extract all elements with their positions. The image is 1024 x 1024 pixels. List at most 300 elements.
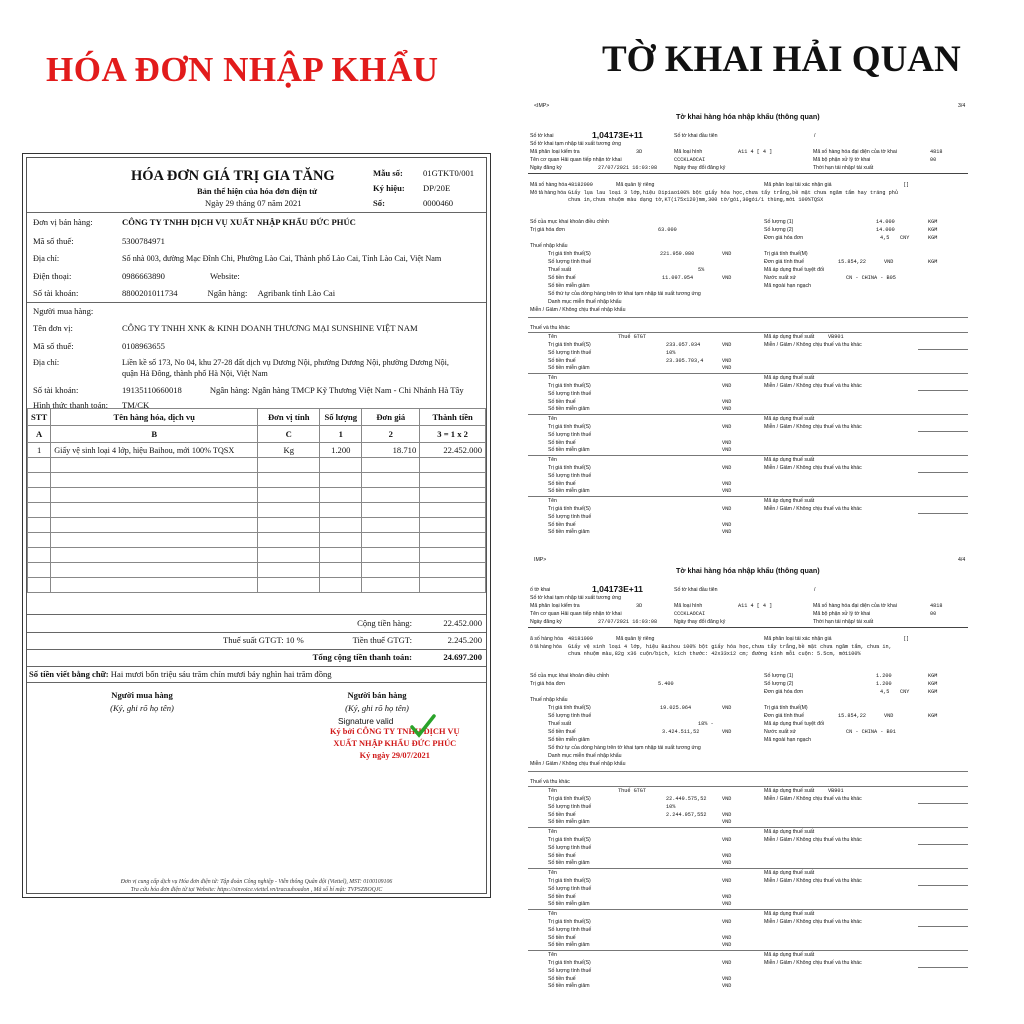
customs-text: Miễn / Giảm / Không chịu thuế và thu khác	[764, 837, 862, 843]
customs-text: VND	[722, 983, 732, 989]
customs-text: VND	[722, 960, 732, 966]
customs-text: 19.025.064	[660, 705, 692, 711]
customs-text: Mã loại hình	[674, 149, 703, 155]
customs-text: CNY	[900, 235, 910, 241]
customs-text: chưa nhuộm màu,82g x36 cuộn/bịch, kích thước: 42x33x12 cm; đường kính mỗi cuộn: 5.5cm, mới100%	[568, 651, 861, 657]
divider	[528, 317, 968, 318]
customs-text: Trị giá tính thuế(S)	[548, 465, 591, 471]
customs-text: 4818	[930, 149, 943, 155]
customs-text: Tên	[548, 498, 557, 504]
amount-in-words: Số tiền viết bằng chữ: Hai mươi bốn triệu sáu trăm chín mươi bảy nghìn hai trăm đồng	[29, 669, 332, 679]
customs-text: Số lượng tính thuế	[548, 845, 592, 851]
divider	[918, 844, 968, 845]
customs-text: Miễn / Giảm / Không chịu thuế và thu khác	[764, 506, 862, 512]
customs-text: Số lượng tính thuế	[548, 713, 592, 719]
customs-text: Mã áp dụng thuế suất	[764, 334, 815, 340]
customs-text: CCCKLAOCAI	[674, 611, 706, 617]
customs-title: Tờ khai hàng hóa nhập khẩu (thông quan)	[676, 112, 820, 121]
customs-text: Đơn giá hóa đơn	[764, 235, 804, 241]
customs-text: Trị giá hóa đơn	[530, 227, 565, 233]
customs-text: Mã áp dụng thuế suất	[764, 375, 815, 381]
customs-text: Tên	[548, 788, 557, 794]
customs-text: Số lượng tính thuế	[548, 968, 592, 974]
customs-text: VND	[722, 729, 732, 735]
customs-text: Giấy lụa lau loại 3 lớp,hiệu Dipiao100% bột giấy hóa học,chưa tẩy trắng,bề mặt chưa ngâm tẩm hay tráng phủ	[568, 190, 898, 196]
divider	[918, 803, 968, 804]
customs-text: Miễn / Giảm / Không chịu thuế và thu khác	[764, 424, 862, 430]
customs-text: VND	[722, 365, 732, 371]
customs-text: Trị giá tính thuế(S)	[548, 878, 591, 884]
customs-text: Ngày đăng ký	[530, 165, 562, 171]
table-code-row: A B C 1 2 3 = 1 x 2	[28, 426, 486, 443]
customs-text: 5.400	[658, 681, 674, 687]
customs-text: VND	[722, 399, 732, 405]
customs-text: Số tiền miễn giảm	[548, 983, 590, 989]
customs-text: Số thứ tự của dòng hàng trên tờ khai tạm nhập tái xuất tương ứng	[548, 291, 701, 297]
subtotal: Cộng tiền hàng: 22.452.000	[357, 618, 482, 628]
customs-text: Trị giá tính thuế(S)	[548, 796, 591, 802]
customs-text: Thời hạn tái nhập/ tái xuất	[813, 619, 874, 625]
customs-text: 63.000	[658, 227, 677, 233]
customs-text: Số tiền miễn giảm	[548, 860, 590, 866]
customs-text: Số lượng tính thuế	[548, 473, 592, 479]
customs-text: /	[814, 133, 816, 139]
customs-text: 23.305.703,4	[666, 358, 704, 364]
divider	[918, 349, 968, 350]
customs-text: Tên	[548, 334, 557, 340]
customs-text: Mã số hàng hóa đại diện của tờ khai	[813, 149, 897, 155]
customs-text: Tên	[548, 375, 557, 381]
customs-text: Trị giá tính thuế(S)	[548, 506, 591, 512]
customs-text: 14.000	[876, 219, 895, 225]
customs-text: VND	[722, 901, 732, 907]
customs-text: Trị giá tính thuế(S)	[548, 383, 591, 389]
customs-text: Số tiền thuế	[548, 894, 576, 900]
customs-text: CN - CHINA - B05	[846, 275, 896, 281]
page-number: 4/4	[958, 557, 966, 563]
grand-total: Tổng cộng tiền thanh toán: 24.697.200	[312, 652, 482, 662]
customs-text: 4818	[930, 603, 943, 609]
customs-text: Miễn / Giảm / Không chịu thuế nhập khẩu	[530, 307, 626, 313]
customs-text: Số lượng tính thuế	[548, 259, 592, 265]
vat-invoice	[22, 153, 491, 898]
customs-text: VND	[722, 506, 732, 512]
invoice-number: Số: 0000460	[373, 198, 454, 208]
divider	[528, 373, 968, 374]
customs-text: 233.057.034	[666, 342, 701, 348]
customs-text: VND	[722, 488, 732, 494]
customs-text: Số tiền miễn giảm	[548, 406, 590, 412]
table-row-empty	[28, 458, 486, 473]
customs-text: Danh mục miễn thuế nhập khẩu	[548, 753, 622, 759]
customs-text: CNY	[900, 689, 910, 695]
customs-text: Mã phân loại kiểm tra	[530, 149, 580, 155]
customs-text: Mã áp dụng thuế suất	[764, 829, 815, 835]
customs-text: Số lượng tính thuế	[548, 350, 592, 356]
customs-text: Thuế GTGT	[618, 334, 647, 340]
customs-text: Số của mục khai khoản điều chỉnh	[530, 673, 610, 679]
customs-text: Thuế suất	[548, 721, 572, 727]
customs-text: VB901	[828, 334, 844, 340]
customs-text: Số tiền miễn giảm	[548, 819, 590, 825]
imp-tag: <IMP>	[534, 103, 550, 109]
customs-text: Số tờ khai	[530, 133, 554, 139]
customs-text: Số thứ tự của dòng hàng trên tờ khai tạm nhập tái xuất tương ứng	[548, 745, 701, 751]
customs-text: 1.200	[876, 681, 892, 687]
customs-text: Tên	[548, 952, 557, 958]
customs-text: Trị giá tính thuế(S)	[548, 424, 591, 430]
customs-text: A11 4 [ 4 ]	[738, 603, 773, 609]
seller-signature: Người bán hàng (Ký, ghi rõ họ tên)	[345, 690, 409, 713]
customs-text: Số tiền thuế	[548, 399, 576, 405]
symbol: Ký hiệu: DP/20E	[373, 183, 451, 193]
customs-text: Mã bộ phận xử lý tờ khai	[813, 611, 871, 617]
invoice-footnote: Đơn vị cung cấp dịch vụ Hóa đơn điện tử: Tập đoàn Công nghiệp - Viễn thông Quân đội (Viettel), MST: 0100109106 Tra cứu hóa đơn điện tử tại Website: https://sinvoice.viettel.vn/tracuuhoadon , Mã số bí mật: TVPSZBOQJC	[120, 879, 393, 893]
customs-text: Trị giá tính thuế(S)	[548, 960, 591, 966]
customs-text: Số lượng (1)	[764, 219, 794, 225]
customs-text: VND	[722, 251, 732, 257]
customs-text: Miễn / Giảm / Không chịu thuế và thu khác	[764, 383, 862, 389]
customs-text: VND	[722, 275, 732, 281]
table-row-empty	[28, 518, 486, 533]
customs-text: 11.097.954	[662, 275, 694, 281]
customs-text: Số tiền thuế	[548, 935, 576, 941]
payment-method: Hình thức thanh toán: TM/CK	[33, 400, 150, 410]
customs-text: Ngày thay đổi đăng ký	[674, 619, 726, 625]
customs-text: 2.244.957,552	[666, 812, 707, 818]
customs-text: Tên cơ quan Hải quan tiếp nhận tờ khai	[530, 157, 622, 163]
customs-text: Mã áp dụng thuế suất	[764, 498, 815, 504]
customs-text: Tên cơ quan Hải quan tiếp nhận tờ khai	[530, 611, 622, 617]
divider	[528, 455, 968, 456]
customs-text: Mã áp dụng thuế tuyệt đối	[764, 721, 824, 727]
buyer-unit: Tên đơn vị: CÔNG TY TNHH XNK & KINH DOANH THƯƠNG MẠI SUNSHINE VIỆT NAM	[33, 323, 418, 333]
table-row-empty	[28, 578, 486, 593]
customs-text: VND	[722, 358, 732, 364]
customs-text: Mã phân loại kiểm tra	[530, 603, 580, 609]
customs-text: ố tờ khai	[530, 587, 551, 593]
customs-text: /	[814, 587, 816, 593]
customs-text: 3D	[636, 149, 643, 155]
customs-text: Mã áp dụng thuế suất	[764, 911, 815, 917]
customs-text: Số tiền thuế	[548, 358, 576, 364]
customs-text: Số lượng tính thuế	[548, 804, 592, 810]
customs-text: Số tiền thuế	[548, 976, 576, 982]
table-row-empty	[28, 563, 486, 578]
customs-text: Thuế GTGT	[618, 788, 647, 794]
signature-valid: Signature valid	[338, 716, 394, 726]
divider	[918, 885, 968, 886]
customs-text: Số tiền miễn giảm	[548, 901, 590, 907]
customs-text: [ ]	[904, 636, 909, 642]
vat-amount: Tiền thuế GTGT: 2.245.200	[352, 635, 482, 645]
divider	[528, 332, 968, 333]
customs-text: Danh mục miễn thuế nhập khẩu	[548, 299, 622, 305]
customs-text: VND	[722, 342, 732, 348]
customs-text: Số tiền thuế	[548, 853, 576, 859]
customs-text: 27/07/2021 16:03:08	[598, 619, 658, 625]
customs-text: ã số hàng hóa	[530, 636, 563, 642]
customs-text: Mã số hàng hóa đại diện của tờ khai	[813, 603, 897, 609]
customs-text: Mã phân loại tái xác nhận giá	[764, 636, 832, 642]
customs-text: VND	[722, 976, 732, 982]
customs-text: VND	[722, 522, 732, 528]
customs-text: Tên	[548, 457, 557, 463]
customs-title: Tờ khai hàng hóa nhập khẩu (thông quan)	[676, 566, 820, 575]
customs-text: Số của mục khai khoản điều chỉnh	[530, 219, 610, 225]
divider	[528, 414, 968, 415]
customs-text: Mã quản lý riêng	[616, 636, 655, 642]
customs-text: 14.000	[876, 227, 895, 233]
customs-text: Nước xuất xứ	[764, 275, 796, 281]
customs-text: VND	[722, 919, 732, 925]
customs-text: chưa in,chưa nhuộm màu dạng tờ,KT(175x120)mm,300 tờ/gói,30gói/1 thùng,mới 100%TQSX	[568, 197, 824, 203]
customs-text: Thời hạn tái nhập/ tái xuất	[813, 165, 874, 171]
invoice-frame	[26, 157, 487, 894]
customs-text: VND	[722, 894, 732, 900]
customs-text: 22.449.575,52	[666, 796, 707, 802]
customs-text: VND	[722, 837, 732, 843]
customs-text: Giấy vệ sinh loại 4 lớp, hiệu Baihou 100% bột giấy hóa học,chưa tẩy trắng,bề mặt chưa ngâm tẩm, chưa in,	[568, 644, 892, 650]
customs-text: 00	[930, 157, 937, 163]
customs-text: Miễn / Giảm / Không chịu thuế và thu khác	[764, 796, 862, 802]
customs-text: VND	[722, 853, 732, 859]
customs-text: 18% -	[698, 721, 714, 727]
buyer-tax: Mã số thuế: 0108963655	[33, 341, 165, 351]
divider	[528, 786, 968, 787]
customs-text: Số lượng tính thuế	[548, 391, 592, 397]
table-row: 1 Giấy vệ sinh loại 4 lớp, hiệu Baihou, mới 100% TQSX Kg 1.200 18.710 22.452.000	[28, 443, 486, 458]
buyer-account: Số tài khoản: 19135110660018 Ngân hàng: Ngân hàng TMCP Kỹ Thương Việt Nam - Chi Nhánh Hà Tây	[33, 385, 464, 395]
divider	[528, 868, 968, 869]
customs-text: Số lượng (2)	[764, 681, 794, 687]
customs-text: Tên	[548, 416, 557, 422]
customs-text: VND	[722, 878, 732, 884]
customs-text: Trị giá tính thuế(S)	[548, 837, 591, 843]
customs-text: Mã quản lý riêng	[616, 182, 655, 188]
divider	[918, 967, 968, 968]
customs-text: KGM	[928, 689, 938, 695]
customs-text: VND	[722, 465, 732, 471]
customs-text: Số tiền thuế	[548, 812, 576, 818]
customs-text: Số tiền thuế	[548, 481, 576, 487]
customs-text: 221.959.080	[660, 251, 695, 257]
customs-text: Số lượng tính thuế	[548, 927, 592, 933]
customs-text: Số tiền miễn giảm	[548, 283, 590, 289]
customs-text: Trị giá tính thuế(S)	[548, 705, 591, 711]
customs-text: Thuế nhập khẩu	[530, 697, 568, 703]
customs-text: Số tiền thuế	[548, 729, 576, 735]
customs-text: 48181000	[568, 636, 593, 642]
customs-text: Mã ngoài hạn ngạch	[764, 283, 812, 289]
divider	[528, 909, 968, 910]
customs-text: Số tiền thuế	[548, 440, 576, 446]
customs-text: KGM	[928, 713, 938, 719]
customs-text: VND	[722, 942, 732, 948]
table-row-empty	[28, 503, 486, 518]
customs-text: VND	[722, 935, 732, 941]
divider	[918, 431, 968, 432]
page-number: 3/4	[958, 103, 966, 109]
heading-customs: TỜ KHAI HẢI QUAN	[602, 39, 961, 80]
customs-text: 00	[930, 611, 937, 617]
declaration-number: 1,04173E+11	[592, 130, 643, 140]
declaration-number: 1,04173E+11	[592, 584, 643, 594]
form-number: Mẫu số: 01GTKT0/001	[373, 168, 475, 178]
divider	[528, 496, 968, 497]
customs-text: Miễn / Giảm / Không chịu thuế nhập khẩu	[530, 761, 626, 767]
customs-text: Nước xuất xứ	[764, 729, 796, 735]
customs-text: 15.854,22	[838, 259, 867, 265]
buyer-signature: Người mua hàng (Ký, ghi rõ họ tên)	[110, 690, 174, 713]
customs-text: 4,5	[880, 689, 890, 695]
invoice-date: Ngày 29 tháng 07 năm 2021	[205, 198, 302, 208]
divider	[918, 472, 968, 473]
seller-tax: Mã số thuế: 5300784971	[33, 236, 165, 246]
customs-text: Ngày đăng ký	[530, 619, 562, 625]
customs-text: Số lượng tính thuế	[548, 432, 592, 438]
customs-text: VND	[722, 406, 732, 412]
customs-text: VB901	[828, 788, 844, 794]
divider	[918, 513, 968, 514]
customs-text: Miễn / Giảm / Không chịu thuế và thu khác	[764, 342, 862, 348]
customs-text: 3.424.511,52	[662, 729, 700, 735]
customs-text: Mô tả hàng hóa	[530, 190, 567, 196]
customs-text: Đơn giá hóa đơn	[764, 689, 804, 695]
customs-text: Mã ngoài hạn ngạch	[764, 737, 812, 743]
buyer-address: Địa chỉ: Liền kề số 173, No 04, khu 27-28 đất dịch vụ Dương Nội, phường Dương Nội, phường Dương Nội,	[33, 358, 449, 367]
customs-text: 48182000	[568, 182, 593, 188]
goods-table	[27, 408, 486, 593]
customs-text: Thuế và thu khác	[530, 325, 570, 331]
customs-text: VND	[722, 529, 732, 535]
customs-text: ô tả hàng hóa	[530, 644, 562, 650]
customs-text: VND	[722, 812, 732, 818]
customs-text: VND	[722, 819, 732, 825]
customs-text: VND	[722, 383, 732, 389]
customs-text: Số tiền miễn giảm	[548, 447, 590, 453]
customs-text: Trị giá hóa đơn	[530, 681, 565, 687]
divider	[528, 627, 968, 628]
customs-text: Miễn / Giảm / Không chịu thuế và thu khác	[764, 960, 862, 966]
customs-text: Số tiền miễn giảm	[548, 942, 590, 948]
seller-name: Đơn vị bán hàng: CÔNG TY TNHH DỊCH VỤ XUẤT NHẬP KHẨU ĐỨC PHÚC	[33, 217, 356, 227]
customs-text: KGM	[928, 681, 938, 687]
customs-text: Miễn / Giảm / Không chịu thuế và thu khác	[764, 919, 862, 925]
customs-page-4	[528, 557, 990, 997]
customs-text: Thuế và thu khác	[530, 779, 570, 785]
customs-text: Đơn giá tính thuế	[764, 259, 805, 265]
customs-text: Số tiền miễn giảm	[548, 365, 590, 371]
customs-text: VND	[722, 440, 732, 446]
customs-text: Trị giá tính thuế(S)	[548, 342, 591, 348]
customs-text: VND	[884, 259, 894, 265]
customs-text: 27/07/2021 16:03:08	[598, 165, 658, 171]
customs-text: Số tiền miễn giảm	[548, 737, 590, 743]
customs-text: 1.200	[876, 673, 892, 679]
divider	[918, 926, 968, 927]
divider	[918, 390, 968, 391]
customs-text: Mã áp dụng thuế suất	[764, 788, 815, 794]
seller-account: Số tài khoản: 8800201011734 Ngân hàng: Agribank tỉnh Lào Cai	[33, 288, 336, 298]
divider	[528, 771, 968, 772]
customs-text: Thuế suất	[548, 267, 572, 273]
customs-text: VND	[884, 713, 894, 719]
customs-text: Số tiền miễn giảm	[548, 488, 590, 494]
customs-page-3	[528, 103, 990, 543]
customs-text: KGM	[928, 235, 938, 241]
customs-text: Số tờ khai tạm nhập tái xuất tương ứng	[530, 141, 622, 147]
customs-text: Trị giá tính thuế(S)	[548, 251, 591, 257]
customs-text: Trị giá tính thuế(S)	[548, 919, 591, 925]
divider	[528, 827, 968, 828]
customs-text: KGM	[928, 673, 938, 679]
table-header: STT Tên hàng hóa, dịch vụ Đơn vị tính Số lượng Đơn giá Thành tiền	[28, 409, 486, 426]
customs-text: 3D	[636, 603, 643, 609]
customs-text: Miễn / Giảm / Không chịu thuế và thu khác	[764, 878, 862, 884]
customs-text: CN - CHINA - B01	[846, 729, 896, 735]
table-row-empty	[28, 488, 486, 503]
customs-text: Số tờ khai đầu tiên	[674, 587, 718, 593]
vat-rate: Thuế suất GTGT: 10 %	[223, 635, 304, 645]
customs-text: VND	[722, 447, 732, 453]
customs-text: Mã bộ phận xử lý tờ khai	[813, 157, 871, 163]
customs-text: A11 4 [ 4 ]	[738, 149, 773, 155]
customs-text: 5%	[698, 267, 705, 273]
customs-text: Mã áp dụng thuế suất	[764, 457, 815, 463]
customs-text: Trị giá tính thuế(M)	[764, 251, 808, 257]
customs-text: KGM	[928, 259, 938, 265]
seller-address: Địa chỉ: Số nhà 003, đường Mạc Đĩnh Chi, Phường Lào Cai, Thành phố Lào Cai, Tỉnh Lào Cai, Việt Nam	[33, 254, 442, 263]
invoice-title: HÓA ĐƠN GIÁ TRỊ GIA TĂNG	[131, 168, 335, 184]
customs-text: Ngày thay đổi đăng ký	[674, 165, 726, 171]
customs-text: VND	[722, 705, 732, 711]
customs-text: [ ]	[904, 182, 909, 188]
customs-text: Số tờ khai đầu tiên	[674, 133, 718, 139]
heading-invoice: HÓA ĐƠN NHẬP KHẨU	[46, 50, 439, 89]
customs-text: Mã áp dụng thuế tuyệt đối	[764, 267, 824, 273]
customs-text: Mã phân loại tái xác nhận giá	[764, 182, 832, 188]
buyer-address-2: quận Hà Đông, thành phố Hà Nội, Việt Nam	[122, 369, 268, 378]
customs-text: KGM	[928, 227, 938, 233]
check-icon	[410, 713, 436, 739]
customs-text: VND	[722, 481, 732, 487]
customs-text: CCCKLAOCAI	[674, 157, 706, 163]
customs-text: Số lượng tính thuế	[548, 514, 592, 520]
divider	[528, 950, 968, 951]
invoice-subtitle: Bản thể hiện của hóa đơn điện tử	[197, 186, 318, 196]
customs-text: 10%	[666, 804, 676, 810]
customs-text: Mã áp dụng thuế suất	[764, 416, 815, 422]
customs-text: Miễn / Giảm / Không chịu thuế và thu khác	[764, 465, 862, 471]
customs-text: Mã áp dụng thuế suất	[764, 870, 815, 876]
customs-text: Số lượng (2)	[764, 227, 794, 233]
imp-tag: IMP>	[534, 557, 547, 563]
table-row-empty	[28, 548, 486, 563]
customs-text: VND	[722, 424, 732, 430]
buyer-person: Người mua hàng:	[33, 306, 94, 316]
customs-text: Tên	[548, 829, 557, 835]
customs-text: Đơn giá tính thuế	[764, 713, 805, 719]
table-row-empty	[28, 533, 486, 548]
customs-text: 10%	[666, 350, 676, 356]
customs-text: 4,5	[880, 235, 890, 241]
customs-text: Tên	[548, 870, 557, 876]
customs-text: VND	[722, 860, 732, 866]
customs-text: Số tờ khai tạm nhập tái xuất tương ứng	[530, 595, 622, 601]
table-row-empty	[28, 473, 486, 488]
customs-text: Số tiền thuế	[548, 275, 576, 281]
